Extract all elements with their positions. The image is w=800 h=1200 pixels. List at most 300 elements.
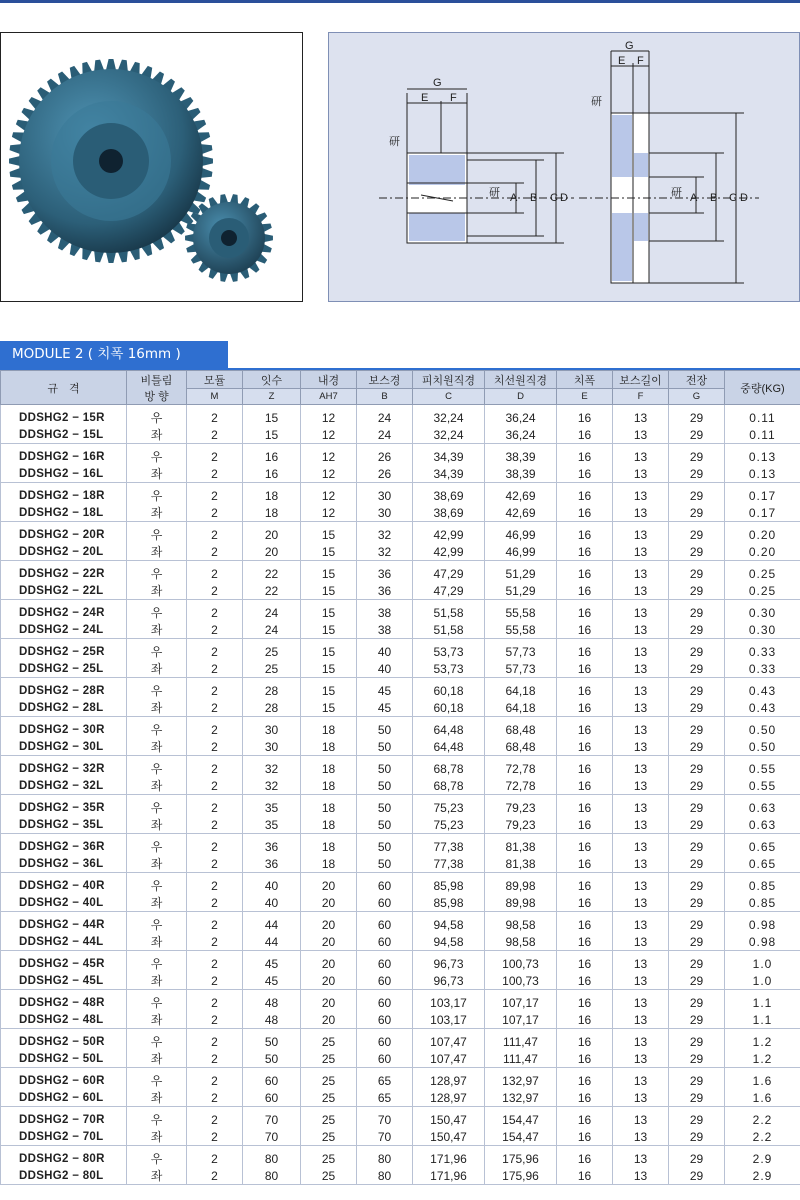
cell-module: 2: [187, 1068, 243, 1090]
cell-face-width: 16: [557, 777, 613, 795]
header-teeth: 잇수: [243, 371, 301, 389]
cell-spec-code: DDSHG2 − 16R: [1, 444, 127, 466]
cell-module: 2: [187, 756, 243, 778]
cell-total-len: 29: [669, 738, 725, 756]
cell-bore: 18: [301, 777, 357, 795]
cell-tip-dia: 175,96: [485, 1167, 557, 1185]
cell-spec-code: DDSHG2 − 32R: [1, 756, 127, 778]
cell-direction: 우: [127, 600, 187, 622]
table-row: [1, 855, 800, 873]
cell-weight: 0.20: [725, 522, 800, 544]
cell-tip-dia: 111,47: [485, 1050, 557, 1068]
cell-boss-len: 13: [613, 1050, 669, 1068]
cell-face-width: 16: [557, 756, 613, 778]
cell-module: 2: [187, 855, 243, 873]
label-g-right: G: [625, 40, 634, 52]
table-row: [1, 816, 800, 834]
cell-face-width: 16: [557, 405, 613, 427]
cell-teeth: 32: [243, 756, 301, 778]
cell-boss-len: 13: [613, 738, 669, 756]
cell-total-len: 29: [669, 600, 725, 622]
cell-face-width: 16: [557, 426, 613, 444]
cell-tip-dia: 175,96: [485, 1146, 557, 1168]
cell-tip-dia: 107,17: [485, 1011, 557, 1029]
cell-spec-code: DDSHG2 − 50R: [1, 1029, 127, 1051]
cell-total-len: 29: [669, 465, 725, 483]
cell-spec-code: DDSHG2 − 18R: [1, 483, 127, 505]
cell-total-len: 29: [669, 972, 725, 990]
cell-teeth: 44: [243, 933, 301, 951]
cell-direction: 좌: [127, 777, 187, 795]
cell-pitch-dia: 34,39: [413, 465, 485, 483]
cell-module: 2: [187, 1011, 243, 1029]
cell-total-len: 29: [669, 777, 725, 795]
cell-total-len: 29: [669, 816, 725, 834]
cell-teeth: 16: [243, 465, 301, 483]
cell-module: 2: [187, 465, 243, 483]
cell-total-len: 29: [669, 678, 725, 700]
table-row: [1, 972, 800, 990]
cell-pitch-dia: 68,78: [413, 777, 485, 795]
cell-bore: 12: [301, 405, 357, 427]
cell-tip-dia: 98,58: [485, 912, 557, 934]
cell-module: 2: [187, 678, 243, 700]
cell-teeth: 18: [243, 504, 301, 522]
header-spec: 규 격: [1, 371, 127, 405]
cell-teeth: 20: [243, 543, 301, 561]
cell-boss-len: 13: [613, 834, 669, 856]
cell-weight: 0.13: [725, 465, 800, 483]
header-teeth-sym: Z: [243, 389, 301, 405]
cell-tip-dia: 55,58: [485, 621, 557, 639]
cell-direction: 좌: [127, 660, 187, 678]
cell-module: 2: [187, 777, 243, 795]
cell-pitch-dia: 171,96: [413, 1146, 485, 1168]
cell-tip-dia: 154,47: [485, 1107, 557, 1129]
cell-total-len: 29: [669, 426, 725, 444]
cell-total-len: 29: [669, 1128, 725, 1146]
cell-module: 2: [187, 621, 243, 639]
cell-weight: 2.9: [725, 1167, 800, 1185]
cell-pitch-dia: 38,69: [413, 504, 485, 522]
cell-bore: 12: [301, 465, 357, 483]
cell-teeth: 45: [243, 972, 301, 990]
table-row: [1, 444, 800, 466]
cell-direction: 좌: [127, 738, 187, 756]
cell-module: 2: [187, 894, 243, 912]
label-b-right: B: [710, 192, 718, 204]
cell-face-width: 16: [557, 1050, 613, 1068]
cell-spec-code: DDSHG2 − 28R: [1, 678, 127, 700]
table-row: [1, 504, 800, 522]
cell-total-len: 29: [669, 543, 725, 561]
table-row: [1, 1128, 800, 1146]
cell-tip-dia: 98,58: [485, 933, 557, 951]
cell-direction: 우: [127, 1107, 187, 1129]
cell-weight: 1.1: [725, 1011, 800, 1029]
cell-boss-dia: 32: [357, 543, 413, 561]
cell-tip-dia: 81,38: [485, 855, 557, 873]
cell-face-width: 16: [557, 1011, 613, 1029]
cell-teeth: 30: [243, 717, 301, 739]
cell-tip-dia: 89,98: [485, 894, 557, 912]
cell-weight: 0.20: [725, 543, 800, 561]
cell-spec-code: DDSHG2 − 40R: [1, 873, 127, 895]
cell-teeth: 44: [243, 912, 301, 934]
cell-teeth: 16: [243, 444, 301, 466]
table-row: [1, 522, 800, 544]
cell-direction: 우: [127, 1146, 187, 1168]
cell-bore: 15: [301, 600, 357, 622]
cell-bore: 20: [301, 933, 357, 951]
cell-weight: 0.33: [725, 639, 800, 661]
cell-boss-dia: 26: [357, 444, 413, 466]
table-row: [1, 621, 800, 639]
cell-bore: 18: [301, 855, 357, 873]
cell-bore: 12: [301, 444, 357, 466]
header-direction: 비틀림 방 향: [127, 371, 187, 405]
cell-pitch-dia: 42,99: [413, 522, 485, 544]
cell-pitch-dia: 53,73: [413, 639, 485, 661]
header-face-width: 치폭: [557, 371, 613, 389]
header-boss-len-sym: F: [613, 389, 669, 405]
cell-boss-dia: 50: [357, 795, 413, 817]
cell-boss-dia: 70: [357, 1128, 413, 1146]
cell-bore: 12: [301, 426, 357, 444]
table-row: [1, 873, 800, 895]
cell-total-len: 29: [669, 561, 725, 583]
cell-face-width: 16: [557, 504, 613, 522]
cell-weight: 0.13: [725, 444, 800, 466]
cell-boss-dia: 60: [357, 933, 413, 951]
cell-pitch-dia: 96,73: [413, 972, 485, 990]
cell-bore: 25: [301, 1107, 357, 1129]
cell-total-len: 29: [669, 1011, 725, 1029]
cell-bore: 25: [301, 1029, 357, 1051]
cell-boss-dia: 65: [357, 1089, 413, 1107]
cell-direction: 좌: [127, 1128, 187, 1146]
cell-direction: 좌: [127, 699, 187, 717]
label-grind-bore-left: 研: [489, 187, 500, 199]
table-row: [1, 699, 800, 717]
table-row: [1, 1167, 800, 1185]
label-d-left: D: [560, 192, 568, 204]
cell-teeth: 36: [243, 834, 301, 856]
cell-bore: 15: [301, 543, 357, 561]
cell-boss-dia: 36: [357, 582, 413, 600]
cell-face-width: 16: [557, 894, 613, 912]
cell-weight: 0.11: [725, 405, 800, 427]
header-pitch-dia-sym: C: [413, 389, 485, 405]
cell-boss-len: 13: [613, 894, 669, 912]
cell-weight: 0.50: [725, 738, 800, 756]
cell-spec-code: DDSHG2 − 15L: [1, 426, 127, 444]
cell-pitch-dia: 75,23: [413, 795, 485, 817]
table-row: [1, 717, 800, 739]
cell-boss-dia: 70: [357, 1107, 413, 1129]
cell-weight: 0.43: [725, 699, 800, 717]
cell-boss-dia: 60: [357, 1050, 413, 1068]
cell-bore: 20: [301, 873, 357, 895]
cell-weight: 0.25: [725, 561, 800, 583]
cell-boss-len: 13: [613, 678, 669, 700]
table-row: [1, 639, 800, 661]
cell-bore: 15: [301, 582, 357, 600]
table-row: [1, 1050, 800, 1068]
label-b-left: B: [530, 192, 538, 204]
cell-module: 2: [187, 933, 243, 951]
gear-photo: [0, 32, 303, 302]
cell-spec-code: DDSHG2 − 22R: [1, 561, 127, 583]
cell-pitch-dia: 94,58: [413, 933, 485, 951]
cell-boss-dia: 38: [357, 600, 413, 622]
cell-direction: 우: [127, 912, 187, 934]
cell-pitch-dia: 42,99: [413, 543, 485, 561]
dimension-diagram: [329, 33, 799, 301]
cell-boss-len: 13: [613, 1107, 669, 1129]
cell-boss-len: 13: [613, 795, 669, 817]
label-f-left: F: [450, 92, 457, 104]
cell-boss-len: 13: [613, 582, 669, 600]
cell-tip-dia: 89,98: [485, 873, 557, 895]
cell-module: 2: [187, 522, 243, 544]
cell-boss-len: 13: [613, 1068, 669, 1090]
cell-pitch-dia: 107,47: [413, 1029, 485, 1051]
cell-spec-code: DDSHG2 − 24R: [1, 600, 127, 622]
cell-tip-dia: 36,24: [485, 426, 557, 444]
cell-weight: 0.63: [725, 816, 800, 834]
cell-boss-len: 13: [613, 660, 669, 678]
cell-pitch-dia: 53,73: [413, 660, 485, 678]
cell-spec-code: DDSHG2 − 36L: [1, 855, 127, 873]
cell-pitch-dia: 38,69: [413, 483, 485, 505]
cell-boss-dia: 40: [357, 639, 413, 661]
cell-weight: 1.2: [725, 1050, 800, 1068]
cell-weight: 1.6: [725, 1068, 800, 1090]
cell-boss-len: 13: [613, 522, 669, 544]
cell-teeth: 48: [243, 1011, 301, 1029]
spec-table-body: [1, 405, 800, 1185]
cell-weight: 0.65: [725, 855, 800, 873]
cell-tip-dia: 64,18: [485, 699, 557, 717]
cell-bore: 15: [301, 699, 357, 717]
cell-pitch-dia: 75,23: [413, 816, 485, 834]
cell-bore: 15: [301, 639, 357, 661]
cell-direction: 우: [127, 678, 187, 700]
cell-face-width: 16: [557, 543, 613, 561]
cell-direction: 좌: [127, 1050, 187, 1068]
cell-total-len: 29: [669, 933, 725, 951]
cell-module: 2: [187, 795, 243, 817]
cell-total-len: 29: [669, 894, 725, 912]
cell-weight: 0.63: [725, 795, 800, 817]
cell-face-width: 16: [557, 1167, 613, 1185]
table-row: [1, 1029, 800, 1051]
cell-tip-dia: 51,29: [485, 561, 557, 583]
cell-total-len: 29: [669, 582, 725, 600]
cell-module: 2: [187, 639, 243, 661]
cell-direction: 우: [127, 834, 187, 856]
cell-boss-len: 13: [613, 405, 669, 427]
cell-teeth: 24: [243, 600, 301, 622]
cell-weight: 2.9: [725, 1146, 800, 1168]
cell-teeth: 48: [243, 990, 301, 1012]
cell-module: 2: [187, 1167, 243, 1185]
cell-boss-len: 13: [613, 855, 669, 873]
cell-spec-code: DDSHG2 − 16L: [1, 465, 127, 483]
cell-bore: 15: [301, 621, 357, 639]
table-row: [1, 894, 800, 912]
cell-direction: 좌: [127, 504, 187, 522]
cell-total-len: 29: [669, 522, 725, 544]
cell-total-len: 29: [669, 1146, 725, 1168]
cell-teeth: 80: [243, 1167, 301, 1185]
cell-pitch-dia: 96,73: [413, 951, 485, 973]
cell-bore: 20: [301, 990, 357, 1012]
cell-boss-len: 13: [613, 873, 669, 895]
cell-face-width: 16: [557, 465, 613, 483]
cell-tip-dia: 81,38: [485, 834, 557, 856]
cell-face-width: 16: [557, 699, 613, 717]
cell-weight: 0.85: [725, 894, 800, 912]
cell-pitch-dia: 77,38: [413, 855, 485, 873]
cell-tip-dia: 42,69: [485, 483, 557, 505]
cell-boss-dia: 60: [357, 873, 413, 895]
cell-boss-len: 13: [613, 990, 669, 1012]
cell-total-len: 29: [669, 1029, 725, 1051]
cell-boss-dia: 50: [357, 816, 413, 834]
cell-weight: 0.98: [725, 933, 800, 951]
cell-teeth: 35: [243, 795, 301, 817]
cell-direction: 좌: [127, 582, 187, 600]
spec-table: [0, 370, 800, 1185]
cell-pitch-dia: 68,78: [413, 756, 485, 778]
cell-spec-code: DDSHG2 − 18L: [1, 504, 127, 522]
cell-total-len: 29: [669, 405, 725, 427]
cell-bore: 20: [301, 894, 357, 912]
cell-weight: 0.98: [725, 912, 800, 934]
cell-pitch-dia: 32,24: [413, 405, 485, 427]
cell-module: 2: [187, 951, 243, 973]
table-row: [1, 738, 800, 756]
header-pitch-dia: 피치원직경: [413, 371, 485, 389]
header-tip-dia: 치선원직경: [485, 371, 557, 389]
cell-module: 2: [187, 504, 243, 522]
cell-module: 2: [187, 426, 243, 444]
cell-boss-len: 13: [613, 1089, 669, 1107]
cell-spec-code: DDSHG2 − 60R: [1, 1068, 127, 1090]
cell-tip-dia: 38,39: [485, 465, 557, 483]
cell-direction: 우: [127, 639, 187, 661]
cell-boss-dia: 50: [357, 738, 413, 756]
cell-direction: 우: [127, 951, 187, 973]
cell-weight: 0.55: [725, 756, 800, 778]
cell-face-width: 16: [557, 795, 613, 817]
cell-module: 2: [187, 738, 243, 756]
cell-teeth: 32: [243, 777, 301, 795]
cell-boss-len: 13: [613, 777, 669, 795]
cell-bore: 12: [301, 483, 357, 505]
cell-face-width: 16: [557, 816, 613, 834]
cell-teeth: 25: [243, 660, 301, 678]
cell-tip-dia: 79,23: [485, 816, 557, 834]
cell-face-width: 16: [557, 1107, 613, 1129]
cell-module: 2: [187, 873, 243, 895]
cell-boss-dia: 45: [357, 678, 413, 700]
cell-module: 2: [187, 483, 243, 505]
header-module-sym: M: [187, 389, 243, 405]
cell-boss-len: 13: [613, 561, 669, 583]
cell-total-len: 29: [669, 717, 725, 739]
cell-pitch-dia: 60,18: [413, 678, 485, 700]
cell-teeth: 40: [243, 894, 301, 912]
cell-face-width: 16: [557, 951, 613, 973]
cell-boss-len: 13: [613, 756, 669, 778]
cell-pitch-dia: 171,96: [413, 1167, 485, 1185]
cell-teeth: 20: [243, 522, 301, 544]
cell-teeth: 28: [243, 678, 301, 700]
cell-face-width: 16: [557, 855, 613, 873]
cell-face-width: 16: [557, 912, 613, 934]
cell-boss-dia: 50: [357, 834, 413, 856]
cell-boss-len: 13: [613, 426, 669, 444]
table-row: [1, 1068, 800, 1090]
cell-bore: 25: [301, 1128, 357, 1146]
cell-face-width: 16: [557, 1089, 613, 1107]
table-row: [1, 660, 800, 678]
cell-pitch-dia: 47,29: [413, 582, 485, 600]
cell-pitch-dia: 85,98: [413, 894, 485, 912]
cell-spec-code: DDSHG2 − 24L: [1, 621, 127, 639]
cell-tip-dia: 68,48: [485, 738, 557, 756]
cell-direction: 좌: [127, 816, 187, 834]
cell-total-len: 29: [669, 834, 725, 856]
cell-teeth: 70: [243, 1128, 301, 1146]
cell-total-len: 29: [669, 1089, 725, 1107]
label-c-right: C: [729, 192, 737, 204]
cell-teeth: 50: [243, 1050, 301, 1068]
cell-weight: 0.85: [725, 873, 800, 895]
cell-spec-code: DDSHG2 − 70L: [1, 1128, 127, 1146]
cell-direction: 좌: [127, 1011, 187, 1029]
cell-teeth: 30: [243, 738, 301, 756]
cell-spec-code: DDSHG2 − 35L: [1, 816, 127, 834]
table-row: [1, 582, 800, 600]
table-row: [1, 678, 800, 700]
cell-bore: 25: [301, 1167, 357, 1185]
cell-spec-code: DDSHG2 − 60L: [1, 1089, 127, 1107]
label-e-right: E: [618, 55, 626, 67]
cell-teeth: 60: [243, 1068, 301, 1090]
cell-direction: 우: [127, 561, 187, 583]
cell-boss-len: 13: [613, 465, 669, 483]
cell-tip-dia: 111,47: [485, 1029, 557, 1051]
cell-module: 2: [187, 405, 243, 427]
cell-tip-dia: 79,23: [485, 795, 557, 817]
cell-module: 2: [187, 1089, 243, 1107]
cell-teeth: 25: [243, 639, 301, 661]
cell-total-len: 29: [669, 660, 725, 678]
cell-direction: 좌: [127, 894, 187, 912]
cell-total-len: 29: [669, 621, 725, 639]
cell-total-len: 29: [669, 1050, 725, 1068]
cell-module: 2: [187, 660, 243, 678]
cell-module: 2: [187, 816, 243, 834]
cell-weight: 0.43: [725, 678, 800, 700]
cell-module: 2: [187, 1146, 243, 1168]
helical-gear-illustration: [1, 33, 302, 301]
cell-boss-dia: 60: [357, 990, 413, 1012]
